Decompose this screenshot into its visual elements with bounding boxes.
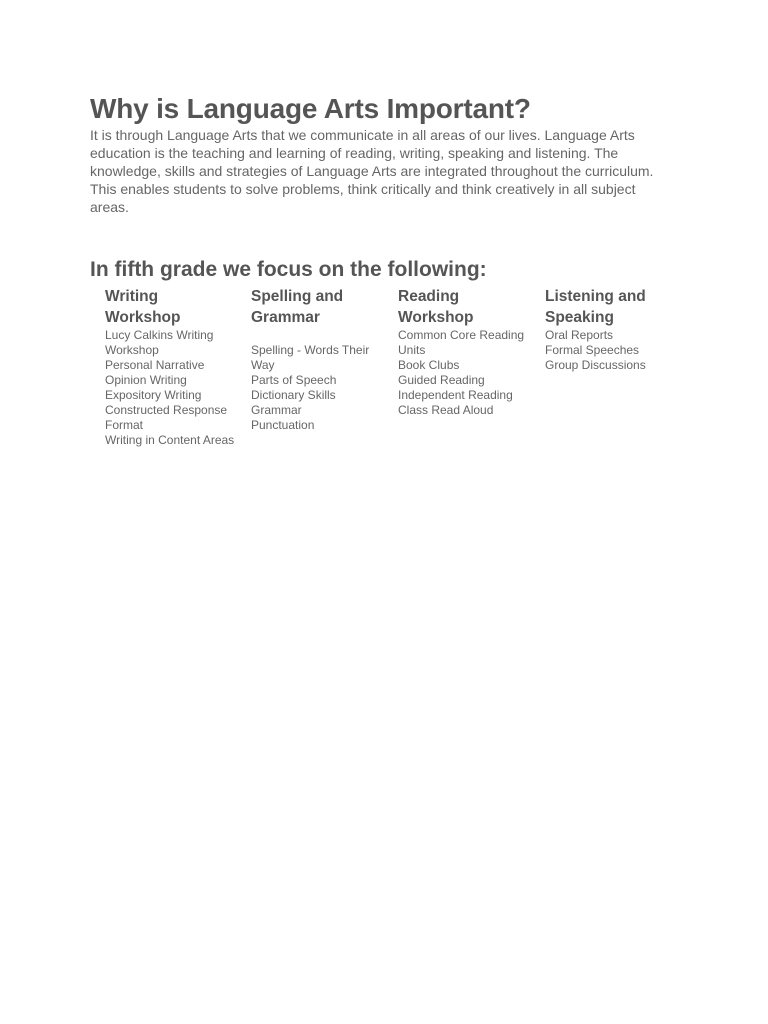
list-item: Group Discussions xyxy=(545,358,646,372)
column-reading-workshop xyxy=(398,286,528,418)
column-heading: Reading Workshop xyxy=(398,288,474,326)
list-item: Lucy Calkins Writing Workshop xyxy=(105,328,214,357)
list-item: Expository Writing xyxy=(105,388,202,402)
column-heading: Listening and Speaking xyxy=(545,288,646,326)
column-list xyxy=(105,328,235,448)
column-list xyxy=(398,328,528,418)
list-item: Punctuation xyxy=(251,418,315,432)
focus-columns xyxy=(105,286,705,466)
column-heading: Writing Workshop xyxy=(105,288,181,326)
list-item: Dictionary Skills xyxy=(251,388,336,402)
spacer xyxy=(251,328,381,343)
column-heading: Spelling and Grammar xyxy=(251,288,344,326)
list-item: Formal Speeches xyxy=(545,343,640,357)
list-item: Common Core Reading Units xyxy=(398,328,525,357)
page-title: Why is Language Arts Important? xyxy=(90,93,531,124)
list-item: Constructed Response Format xyxy=(105,403,228,432)
column-list xyxy=(251,343,381,433)
section-title: In fifth grade we focus on the following: xyxy=(90,258,487,281)
list-item: Opinion Writing xyxy=(105,373,187,387)
column-spelling-grammar xyxy=(251,286,381,433)
list-item: Grammar xyxy=(251,403,302,417)
list-item: Independent Reading xyxy=(398,388,513,402)
list-item: Writing in Content Areas xyxy=(105,433,235,447)
column-list xyxy=(545,328,685,373)
list-item: Book Clubs xyxy=(398,358,460,372)
document-page xyxy=(90,92,690,447)
list-item: Spelling - Words Their Way xyxy=(251,343,370,372)
list-item: Parts of Speech xyxy=(251,373,337,387)
list-item: Personal Narrative xyxy=(105,358,205,372)
list-item: Oral Reports xyxy=(545,328,614,342)
list-item: Guided Reading xyxy=(398,373,485,387)
column-writing-workshop xyxy=(105,286,235,448)
column-listening-speaking xyxy=(545,286,685,373)
intro-paragraph: It is through Language Arts that we communicate in all areas of our lives. Language Arts education is the teaching and learning of reading, writing, speaking and listening. The knowledge, skills and strategies of Language Arts are integrated throughout the curriculum. This enables students to solve problems, think critically and think creatively in all subject areas. xyxy=(90,127,654,215)
list-item: Class Read Aloud xyxy=(398,403,494,417)
